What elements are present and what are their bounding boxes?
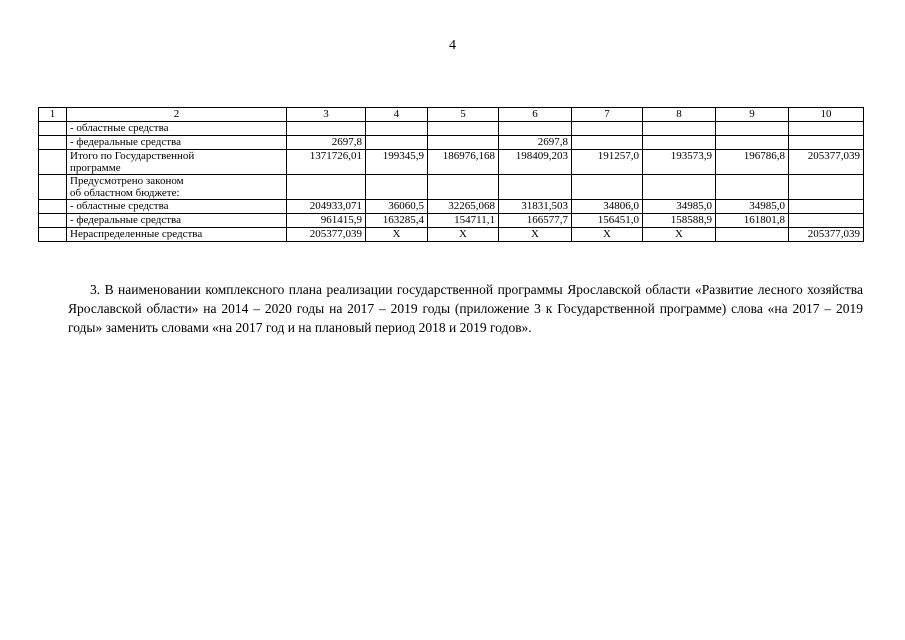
value-cell: 36060,5 xyxy=(366,200,428,214)
value-cell: 34985,0 xyxy=(716,200,789,214)
value-cell xyxy=(572,122,643,136)
page-number: 4 xyxy=(449,38,456,53)
value-cell xyxy=(789,214,864,228)
value-cell: 196786,8 xyxy=(716,150,789,175)
value-cell: 161801,8 xyxy=(716,214,789,228)
column-header: 9 xyxy=(716,108,789,122)
value-cell xyxy=(428,136,499,150)
value-cell xyxy=(789,136,864,150)
value-cell: 191257,0 xyxy=(572,150,643,175)
value-cell xyxy=(366,136,428,150)
value-cell: 204933,071 xyxy=(287,200,366,214)
value-cell: 199345,9 xyxy=(366,150,428,175)
value-cell: 205377,039 xyxy=(287,228,366,242)
value-cell xyxy=(499,122,572,136)
row-label-line: об областном бюджете: xyxy=(70,187,180,199)
value-cell: 2697,8 xyxy=(287,136,366,150)
value-cell: 154711,1 xyxy=(428,214,499,228)
value-cell: 34985,0 xyxy=(643,200,716,214)
row-label-line: Нераспределенные средства xyxy=(70,228,203,240)
row-number-cell xyxy=(39,214,67,228)
value-cell: 1371726,01 xyxy=(287,150,366,175)
value-cell xyxy=(643,175,716,200)
row-number-cell xyxy=(39,136,67,150)
column-header: 10 xyxy=(789,108,864,122)
row-label xyxy=(67,200,287,214)
value-cell: Х xyxy=(643,228,716,242)
row-label xyxy=(67,214,287,228)
table-row xyxy=(39,214,864,228)
row-label-line: - областные средства xyxy=(70,122,169,134)
row-number-cell xyxy=(39,150,67,175)
value-cell xyxy=(789,175,864,200)
value-cell: Х xyxy=(499,228,572,242)
value-cell: 156451,0 xyxy=(572,214,643,228)
value-cell xyxy=(716,136,789,150)
table-row xyxy=(39,136,864,150)
value-cell: 32265,068 xyxy=(428,200,499,214)
table-row xyxy=(39,150,864,175)
value-cell: 193573,9 xyxy=(643,150,716,175)
budget-table xyxy=(38,107,864,242)
value-cell xyxy=(287,175,366,200)
row-label-line: - областные средства xyxy=(70,200,169,212)
value-cell: 205377,039 xyxy=(789,150,864,175)
row-label xyxy=(67,136,287,150)
value-cell xyxy=(428,122,499,136)
value-cell: 198409,203 xyxy=(499,150,572,175)
column-header: 5 xyxy=(428,108,499,122)
value-cell xyxy=(643,136,716,150)
row-number-cell xyxy=(39,122,67,136)
value-cell xyxy=(789,122,864,136)
value-cell: Х xyxy=(572,228,643,242)
value-cell xyxy=(643,122,716,136)
column-header: 8 xyxy=(643,108,716,122)
value-cell: 186976,168 xyxy=(428,150,499,175)
value-cell xyxy=(499,175,572,200)
value-cell xyxy=(366,175,428,200)
table-row xyxy=(39,122,864,136)
value-cell xyxy=(366,122,428,136)
row-number-cell xyxy=(39,200,67,214)
value-cell xyxy=(716,228,789,242)
value-cell xyxy=(716,122,789,136)
table-row xyxy=(39,175,864,200)
column-header: 6 xyxy=(499,108,572,122)
row-label-line: Итого по Государственной xyxy=(70,150,195,162)
row-label xyxy=(67,175,287,200)
column-header: 2 xyxy=(67,108,287,122)
table-row xyxy=(39,228,864,242)
value-cell: 34806,0 xyxy=(572,200,643,214)
value-cell xyxy=(789,200,864,214)
value-cell: Х xyxy=(428,228,499,242)
row-label xyxy=(67,228,287,242)
value-cell: 205377,039 xyxy=(789,228,864,242)
value-cell: 2697,8 xyxy=(499,136,572,150)
column-header: 7 xyxy=(572,108,643,122)
value-cell xyxy=(428,175,499,200)
value-cell: Х xyxy=(366,228,428,242)
row-label xyxy=(67,150,287,175)
row-label-line: программе xyxy=(70,162,121,174)
value-cell: 163285,4 xyxy=(366,214,428,228)
value-cell: 158588,9 xyxy=(643,214,716,228)
value-cell: 31831,503 xyxy=(499,200,572,214)
value-cell xyxy=(572,136,643,150)
row-number-cell xyxy=(39,175,67,200)
column-header: 3 xyxy=(287,108,366,122)
table-header-row xyxy=(39,108,864,122)
row-label xyxy=(67,122,287,136)
column-header: 1 xyxy=(39,108,67,122)
row-label-line: Предусмотрено законом xyxy=(70,175,184,187)
body-paragraph: 3. В наименовании комплексного плана реализации государственной программы Ярославской области «Развитие лесного хозяйства Ярославской области» на 2014 – 2020 годы на 2017 – 2019 годы (приложение 3 к Государственной программе) слова «на 2017 – 2019 годы» заменить словами «на 2017 год и на плановый период 2018 и 2019 годов». xyxy=(68,282,863,335)
table-row xyxy=(39,200,864,214)
value-cell xyxy=(716,175,789,200)
value-cell: 961415,9 xyxy=(287,214,366,228)
row-label-line: - федеральные средства xyxy=(70,214,181,226)
value-cell xyxy=(572,175,643,200)
row-label-line: - федеральные средства xyxy=(70,136,181,148)
value-cell: 166577,7 xyxy=(499,214,572,228)
value-cell xyxy=(287,122,366,136)
row-number-cell xyxy=(39,228,67,242)
column-header: 4 xyxy=(366,108,428,122)
